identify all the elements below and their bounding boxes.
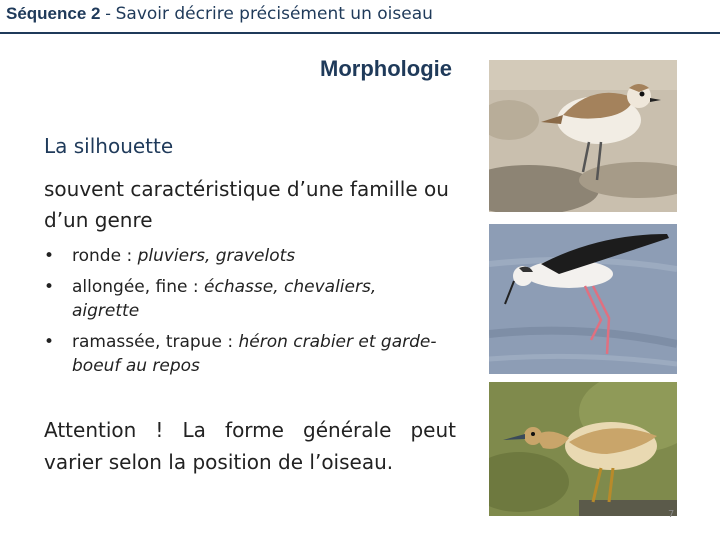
bullet-dot: • — [44, 277, 55, 297]
page-number: 7 — [668, 509, 675, 520]
bullet-item — [44, 275, 444, 323]
header-title — [6, 4, 433, 24]
bullet-prefix: ramassée, trapue : — [72, 332, 239, 352]
stilt-photo — [489, 224, 677, 374]
subtitle: La silhouette — [44, 134, 174, 158]
bullet-dot: • — [44, 246, 55, 266]
attention-note: Attention ! La forme générale peut varier selon la position de l’oiseau. — [44, 418, 456, 474]
bullet-examples: échasse, chevaliers, aigrette — [72, 277, 377, 321]
header-separator: - — [100, 4, 116, 23]
bullet-examples: héron crabier et garde-boeuf au repos — [72, 332, 437, 376]
bullet-list — [44, 244, 444, 385]
header-rule — [0, 32, 720, 34]
bullet-prefix: allongée, fine : — [72, 277, 205, 297]
plover-photo — [489, 60, 677, 212]
bullet-dot: • — [44, 332, 55, 352]
slide-header — [0, 0, 720, 34]
bullet-prefix: ronde : — [72, 246, 138, 266]
intro-text: souvent caractéristique d’une famille ou d’un genre — [44, 177, 449, 232]
bullet-examples: pluviers, gravelots — [137, 246, 296, 266]
bullet-item — [44, 330, 444, 378]
bullet-item — [44, 244, 444, 268]
sequence-title: Savoir décrire précisément un oiseau — [115, 4, 433, 24]
heron-photo — [489, 382, 677, 516]
section-title: Morphologie — [320, 56, 452, 81]
sequence-label: Séquence 2 — [6, 4, 101, 23]
